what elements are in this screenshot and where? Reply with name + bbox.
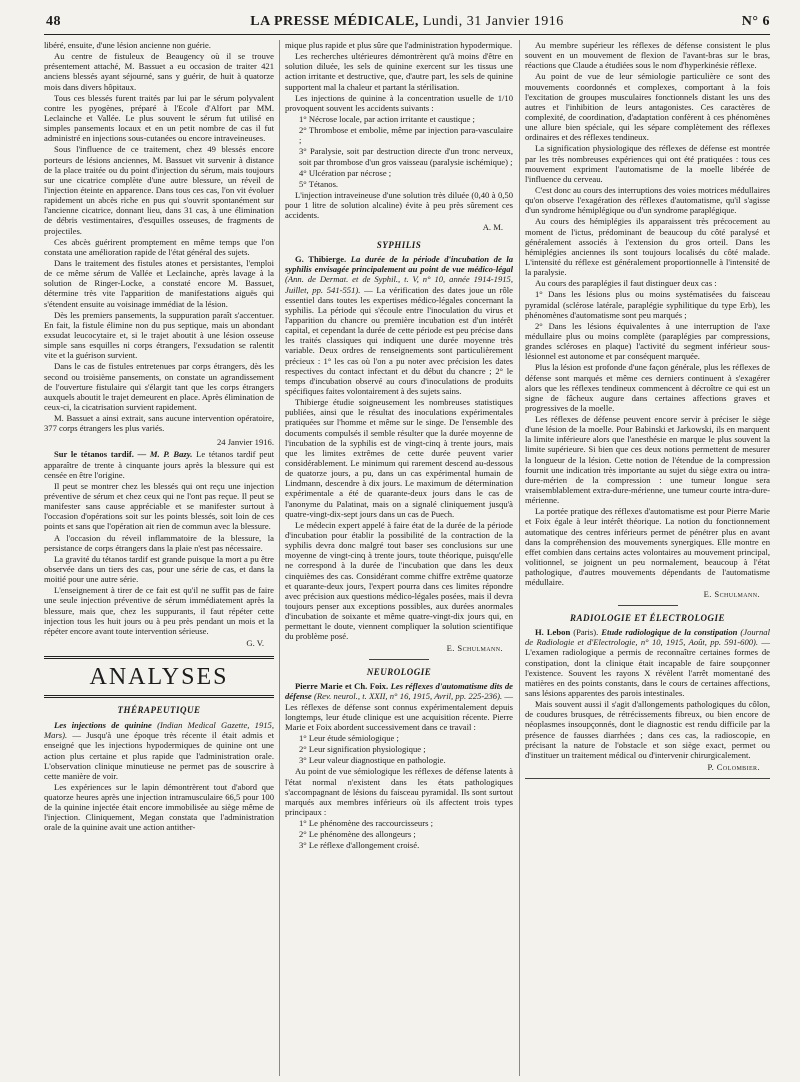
signature: E. Schulmann. (446, 643, 503, 654)
paragraph: Au centre de fistuleux de Beaugency où il se trouve présentement attaché, M. Bassuet a eu occasion de traiter 421 anciens blessés ayant séjourné, sans y guérir, de huit à quatorze mois dans divers hôpitaux. (44, 51, 274, 92)
column-2 (285, 40, 513, 851)
section-heading-therapeutique: THÉRAPEUTIQUE (117, 705, 201, 716)
paragraph: Le médecin expert appelé à faire état de la durée de la période d'incubation pour établir la possibilité de la contraction de la syphilis devra donc malgré tout baser ses conclusions sur une moyenne de vingt-cinq à trente jours, toute théorique, puisqu'elle ne correspond à la durée de l'incubation que dans les deux cinquièmes des cas. Considérant comme chiffre extrême quatorze et quarante-deux jours, l'expert pourra dans ces limites répondre avec précision aux questions médico-légales posées, mais il devra toujours penser aux exceptions possibles, aux durées anormales d'incubation de soixante et même quatre-vingt-dix jours qui, en permettant le doute, viennent compliquer la solution scientifique du problème posé. (285, 519, 513, 642)
paragraph: Mais souvent aussi il s'agit d'allongements pathologiques du côlon, de coudures brusques, de rétrécissements fibreux, ou bien encore de néoplasmes insoupçonnés, dont le diagnostic est rendu difficile par la présence de fausses diarrhées ; dans ces cas, la radioscopie, en précisant la nature de l'obstacle et son siège exact, permet ou d'instituer un traitement médical ou d'intervenir chirurgicalement. (525, 699, 770, 760)
article-source: (Journal de Radiologie et d'Electrologie, n° 10, 1915, Août, pp. 591-600). (525, 627, 770, 648)
article-text: — L'examen radiologique a permis de reconnaître certaines formes de constipation, dont la clinique était incapable de faire soupçonner l'existence. Souvent les rayons X révèlent l'arrêt momentané des matières en des points constants, dans le cours de certaines affections, sans lésions apparentes des parois intestinales. (525, 637, 770, 699)
paragraph: Thibierge étudie soigneusement les nombreuses statistiques publiées, ainsi que le résultat des inoculations expérimentales pratiquées sur l'homme et même sur le singe. De l'ensemble des documents compulsés il semble résulter que la durée moyenne de l'incubation de la syphilis est de vingt-cinq à trente jours, mais que les limites extrêmes de cette durée peuvent varier considérablement. Le minimum qui rarement descend au-dessous de quatorze jours, a pu, dans un cas expérimental humain de Lindmann, descendre à dix jours. Le maximum de détermination expérimentale a été de quarante-deux jours dans le cas de l'anonyme du Palatinat, mais on a signalé cliniquement jusqu'à quatre-vingt-dix-sept jours dans un cas de Puech. (285, 397, 513, 519)
list-item: 3° Leur valeur diagnostique en pathologie. (299, 755, 446, 766)
signature: P. Colombier. (707, 762, 760, 773)
list-item: 2° Thrombose et embolie, même par injection para-vasculaire ; (299, 125, 513, 146)
article-source: (Ann. de Dermat. et de Syphil., t. V, n° 10, année 1914-1915, Juillet, pp. 541-551). (285, 274, 513, 295)
paragraph: Les expériences sur le lapin démontrèrent tout d'abord que quatorze heures après une injection intramusculaire 66,5 pour 100 de la quinine injectée était encore immobilisée au siège même de l'injection. Cliniquement, Megan constata que l'administration orale de la quinine avait une action antither- (44, 781, 274, 833)
author-place: (Paris). (570, 627, 602, 638)
list-item: 1° Dans les lésions plus ou moins systématisées du faisceau pyramidal (sclérose latérale, paraplégie syphilitique du type Erb), les phénomènes d'automatisme sont peu marqués ; (525, 289, 770, 320)
paragraph: Les réflexes de défense peuvent encore servir à préciser le siège d'une lésion de la moelle. Pour Babinski et Jarkowski, ils en marquent la limite inférieure alors que l'anesthésie en marque le plus souvent la limite supérieure. Si bien que ces deux notions permettent de mesurer la longueur de la lésion. Cette notion de l'étendue de la compression fournit une indication très importante au sujet du siège extra ou intra-dure-mérien de la compression : une tumeur longue sera vraisemblablement extra-dure-mérienne, une tumeur courte intra-dure-mérienne. (525, 414, 770, 506)
paragraph: Dans le cas de fistules entretenues par corps étrangers, dès les second ou troisième pansements, on constate un agrandissement de l'ouverture fistulaire qui s'élargit tant que les corps étrangers auxquels aboutit le trajet demeurent en place. Après élimination de ceux-ci, la cicatrisation survient rapidement. (44, 361, 274, 412)
accidents-list (285, 114, 513, 189)
article-text: — Les réflexes de défense sont connus expérimentalement depuis longtemps, leur étude clinique est une acquisition récente. Pierre Marie et Foix abordent successivement dans ce travail : (285, 691, 513, 732)
article-tetanos (44, 449, 274, 479)
paragraph: Au cours des hémiplégies ils apparaissent très précocement au moment de l'ictus, prédominant de beaucoup du côté paralysé et généralement associés à l'extension du gros orteil. Dans les hémiplégies anciennes ils sont toujours localisés du côté malade. L'intensité du réflexe est généralement proportionnelle à l'intensité de la paralysie. (525, 216, 770, 278)
paragraph: Ces abcès guérirent promptement en même temps que l'on constata une amélioration rapide de l'état général des sujets. (44, 236, 274, 257)
section-heading-neurologie: NEUROLOGIE (366, 666, 432, 677)
column-1 (44, 40, 274, 834)
list-item: 2° Le phénomène des allongeurs ; (299, 829, 416, 840)
paragraph: Tous ces blessés furent traités par lui par le sérum polyvalent contre les pyogènes, préparé à l'Ecole d'Alfort par MM. Leclainche et Vallée. Le plus souvent le sérum fut utilisé en simples pansements locaux et en un petit nombre de cas il fut administré en injections sous-cutanées ou encore intraveineuses. (44, 92, 274, 144)
paragraph: mique plus rapide et plus sûre que l'administration hypodermique. (285, 40, 513, 50)
article-author: G. Thibierge. (295, 254, 347, 265)
divider (369, 659, 429, 660)
article-constipation (525, 627, 770, 698)
header-rule (44, 34, 770, 35)
article-syphilis (285, 254, 513, 396)
paragraph: Il peut se montrer chez les blessés qui ont reçu une injection préventive de sérum et chez ceux qui ne l'ont pas reçue. Il peut se manifester sans cause appréciable et se manifester surtout à l'occasion d'opérations soit sur les points blessés, soit loin de ces points et sans que l'opération ait rien de commun avec la blessure. (44, 480, 274, 532)
article-source: (Rev. neurol., t. XXII, n° 16, 1915, Avril, pp. 225-236). (311, 691, 503, 702)
article-author: H. Lebon (535, 627, 571, 638)
article-text: Le tétanos tardif peut apparaître de trente à cinquante jours après la blessure qui est censée en être l'origine. (44, 449, 274, 480)
paragraph: La signification physiologique des réflexes de défense est montrée par les très nombreuses expériences qui ont été pratiquées : tous ces mouvement expriment l'automatisme de la moelle libérée de l'influence du cerveau. (525, 143, 770, 184)
types-list (285, 818, 513, 850)
column-divider (279, 40, 280, 1076)
article-title: Sur le tétanos tardif. (54, 449, 134, 460)
issue-date: Lundi, 31 Janvier 1916 (422, 14, 564, 29)
article-source: (Indian Medical Gazette, 1915, Mars). (44, 720, 274, 741)
article-author: Pierre Marie et Ch. Foix. (295, 681, 389, 692)
list-item: 2° Dans les lésions équivalentes à une interruption de l'axe médullaire plus ou moins complète (paraplégies par compressions, grandes scléroses en plaque) l'activité du segment inférieur sous-lésionnel est autonome et par conséquent marquée. (525, 320, 770, 362)
journal-name: LA PRESSE MÉDICALE, (250, 14, 419, 29)
paragraph: Les injections de quinine à la concentration usuelle de 1/10 provoquent souvent les accidents suivants : (285, 92, 513, 113)
paragraph: Sous l'influence de ce traitement, chez 49 blessés encore porteurs de lésions anciennes, M. Bassuet vit survenir à distance de la place traitée ou du point d'injection du sérum, mais toujours sur une cicatrice complète d'une autre blessure, un réveil de l'injection éteinte en apparence. Dans tous ces cas, l'on vit évoluer rapidement un abcès riche en pus qui s'ouvrit spontanément sur l'ancienne cicatrice, donnant lieu, dans 31 cas, à une élimination de débris vestimentaires, d'esquilles osseuses, de fragments de projectiles. (44, 144, 274, 236)
signature: G. V. (246, 638, 264, 649)
paragraph: Au membre supérieur les réflexes de défense consistent le plus souvent en un mouvement de flexion de l'avant-bras sur le bras, réactions que Claude a étudiées sous le nom d'hyperkinésie réflexe. (525, 40, 770, 71)
paragraph: Plus la lésion est profonde d'une façon générale, plus les réflexes de défense sont marqués et même ces derniers continuent à s'exagérer alors que les réflexes tendineux commencent à décroître ce qui est un signe de fâcheux augure dans certaines affections graves et progressives de la moelle. (525, 362, 770, 413)
article-text: — La vérification des dates joue un rôle essentiel dans toutes les expertises médico-légales concernant la syphilis. La période qui s'écoule entre l'inoculation du virus et l'apparition du chancre ou première incubation est d'un intérêt capital, et cependant la durée de cette période est peu précise dans les traités classiques qui indiquent une durée moyenne très variable. Deux ordres de renseignements sont particulièrement précieux : 1° les cas où l'on a pu noter avec précision les dates respectives du contact infectant et du début du chancre ; 2° le temps d'incubation observé au cours d'inoculations de produits spécifiques faites volontairement à des sujets sains. (285, 284, 513, 396)
paragraph: Dès les premiers pansements, la suppuration paraît s'accentuer. En fait, la fistule élimine non du pus septique, mais un abondant exsudat leucocytaire et, si le trajet aboutit à une lésion osseuse simple sans esquilles ni corps étrangers, l'exsudation se ralentit vite et la guérison survient. (44, 309, 274, 361)
article-title: Les réflexes d'automatisme dits de défense (285, 681, 513, 702)
column-divider (519, 40, 520, 1076)
study-list (285, 733, 513, 765)
article-title: Etude radiologique de la constipation (601, 627, 738, 638)
list-item: 1° Le phénomène des raccourcisseurs ; (299, 818, 433, 829)
article-text: — Jusqu'à une époque très récente il était admis et enseigné que les injections hypodermiques de quinine ont une action plus certaine et plus rapide que l'administration orale. L'observation clinique minutieuse ne permet pas de souscrire à cette manière de voir. (44, 730, 274, 781)
masthead (44, 0, 770, 32)
paragraph: C'est donc au cours des interruptions des voies motrices médullaires qu'on observe l'exagération des réflexes d'automatisme, qu'il s'agisse d'un syndrome hémiplégique ou d'un syndrome paraplégique. (525, 184, 770, 216)
paragraph: Au point de vue de leur sémiologie particulière ce sont des mouvements coordonnés et complexes, comportant à la fois l'excitation de groupes musculaires fonctionnels distant les uns des autres et l'inhibition de leurs antagonistes. Ces caractères de complexité, de coordination, d'adaptation confèrent à ces phénomènes une allure bien spéciale, qui les sépare complètement des réflexes ordinaires et des réflexes tendineux. (525, 71, 770, 143)
page-number: 48 (46, 14, 61, 29)
article-reflexes (285, 681, 513, 732)
article-title: La durée de la période d'incubation de la syphilis envisagée principalement au point de vue médico-légal (285, 254, 513, 275)
signature: A. M. (482, 222, 503, 233)
paragraph: L'injection intraveineuse d'une solution très diluée (0,40 à 0,50 pour 1 litre de solution alcaline) évite à peu près sûrement ces accidents. (285, 189, 513, 221)
divider (525, 778, 770, 779)
article-author: — M. P. Bazy. (137, 449, 193, 460)
paragraph: A l'occasion du réveil inflammatoire de la blessure, la persistance de corps étrangers dans la plaie n'est pas nécessaire. (44, 532, 274, 553)
paragraph: Dans le traitement des fistules atones et persistantes, l'emploi de ce même sérum de Vallée et Leclainche, après lavage à la solution de Ringer-Locke, a constaté encore M. Bassuet, détermine très vite l'apparition de manifestations aiguës qui s'étendent ensuite au voisinage immédiat de la lésion. (44, 257, 274, 309)
signature: E. Schulmann. (703, 589, 760, 600)
section-heading-syphilis: SYPHILIS (376, 239, 422, 250)
paragraph: libéré, ensuite, d'une lésion ancienne non guérie. (44, 40, 211, 50)
column-3 (525, 40, 770, 785)
paragraph: M. Bassuet a ainsi extrait, sans aucune intervention opératoire, 377 corps étrangers les plus variés. (44, 413, 274, 434)
journal-title (44, 14, 770, 30)
analyses-banner (44, 656, 274, 698)
list-item: 4° Ulcération par nécrose ; (299, 167, 392, 178)
list-item: 2° Leur signification physiologique ; (299, 744, 426, 755)
list-item: 1° Leur étude sémiologique ; (299, 732, 399, 743)
paragraph: Les recherches ultérieures démontrèrent qu'à moins d'être en solution diluée, les sels de quinine exercent sur les tissus une action irritante et destructive, que, d'autre part, les sels de quinine supportent mal la chaleur et partant la stérilisation. (285, 51, 513, 92)
list-item: 5° Tétanos. (299, 178, 339, 189)
section-heading-radiologie: RADIOLOGIE ET ÉLECTROLOGIE (569, 612, 726, 623)
list-item: 3° Le réflexe d'allongement croisé. (299, 840, 420, 851)
paragraph: Au point de vue sémiologique les réflexes de défense latents à l'état normal n'existent dans les états pathologiques s'accompagnant de lésions du faisceau pyramidal. Ils sont surtout marqués aux membres inférieurs où ils affectent trois types principaux : (285, 766, 513, 817)
paragraph: La gravité du tétanos tardif est grande puisque la mort a pu être observée dans un tiers des cas, pour une série de cas, et dans la moitié pour une autre série. (44, 553, 274, 585)
article-quinine (44, 720, 274, 781)
paragraph: Au cours des paraplégies il faut distinguer deux cas : (535, 278, 717, 289)
paragraph: La portée pratique des réflexes d'automatisme est pour Pierre Marie et Foix égale à leur intérêt théorique. La notion du fonctionnement automatique des centres inférieurs permet de pénétrer plus en avant dans la compréhension des mouvements synergiques. Elle montre en effet combien dans certains actes volontaires au mouvement principal, volitionnel, se joignent un peu normalement, beaucoup à l'état pathologique, d'autres mouvements dépendants de l'automatisme médullaire. (525, 506, 770, 588)
session-date: 24 Janvier 1916. (216, 437, 274, 448)
issue-number: N° 6 (741, 14, 770, 29)
article-title: Les injections de quinine (54, 720, 152, 731)
divider (618, 605, 678, 606)
list-item: 3° Paralysie, soit par destruction directe d'un tronc nerveux, soit par thrombose d'un gros vaisseau (paralysie ischémique) ; (299, 146, 513, 167)
analyses-title: ANALYSES (89, 664, 229, 691)
paragraph: L'enseignement à tirer de ce fait est qu'il ne suffit pas de faire une seule injection préventive de sérum immédiatement après la blessure, mais que, chez les suppurants, il faut répéter cette injection tous les huit jours ou à peu près pendant un mois et la répéter encore avant toute intervention sérieuse. (44, 585, 274, 636)
list-item: 1° Nécrose locale, par action irritante et caustique ; (299, 113, 475, 124)
